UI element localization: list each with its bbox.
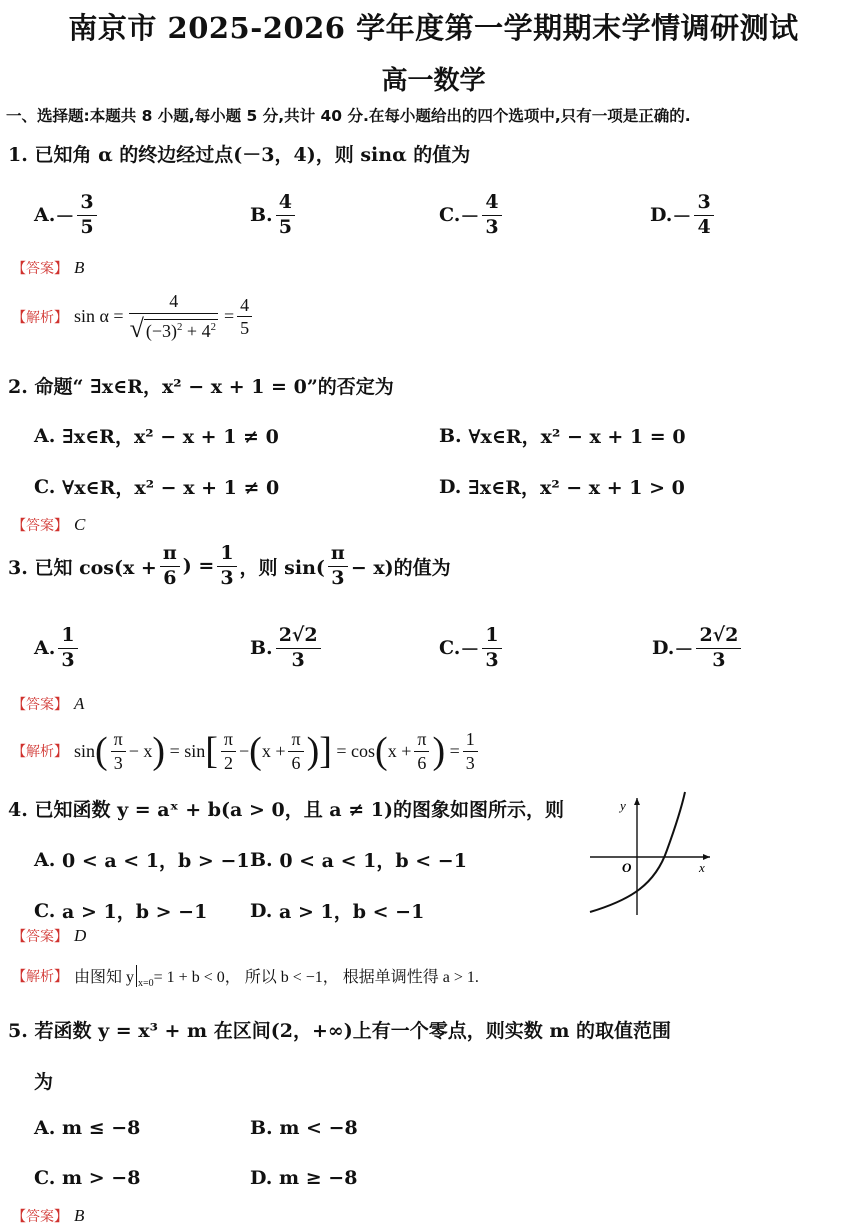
q3-option-a (34, 626, 81, 671)
option-den: 3 (485, 215, 499, 238)
analysis-den-base: (−3) (145, 320, 178, 341)
analysis-text: x + (261, 740, 286, 761)
answer-value: B (74, 258, 85, 277)
q1-option-d (650, 193, 717, 238)
page-subtitle: 高一数学 (381, 66, 486, 96)
analysis-tag: 【解析】 (12, 744, 68, 761)
answer-value: C (74, 515, 86, 534)
option-letter: C. (34, 899, 56, 922)
q2-option-c (34, 473, 279, 500)
option-text: m < −8 (279, 1117, 358, 1139)
q4-analysis (12, 962, 479, 989)
option-letter: B. (250, 848, 273, 871)
option-letter: B. (250, 1117, 273, 1139)
stem-frac-den: 3 (220, 566, 234, 589)
q4-option-d (250, 897, 424, 924)
option-den: 5 (278, 215, 292, 238)
answer-tag: 【答案】 (12, 697, 68, 713)
answer-tag: 【答案】 (12, 929, 68, 945)
option-text: 0 < a < 1，b > −1 (61, 850, 250, 872)
stem-frac-den: 3 (331, 566, 345, 589)
analysis-frac-num: 1 (463, 730, 478, 752)
q5-option-c (34, 1167, 140, 1189)
option-letter: C. (439, 637, 461, 660)
option-letter: A. (34, 848, 56, 871)
option-den: 3 (291, 648, 305, 671)
q2-answer (12, 515, 85, 535)
option-text: m ≥ −8 (279, 1167, 358, 1189)
option-letter: A. (34, 204, 56, 227)
q4-answer (12, 926, 86, 946)
analysis-text: − (239, 740, 250, 761)
option-num: 4 (276, 193, 295, 216)
q4-option-a (34, 846, 250, 873)
stem-text: − x)的值为 (350, 556, 451, 579)
option-letter: C. (34, 475, 56, 498)
option-sign: － (55, 205, 75, 228)
x-axis-label: x (699, 860, 705, 875)
analysis-rnum: 4 (237, 296, 252, 318)
y-axis-label: y (620, 798, 626, 813)
analysis-frac-den: 6 (417, 752, 427, 773)
question-4-stem: 4. 已知函数 y = aˣ + b(a > 0，且 a ≠ 1)的图象如图所示，则 (8, 799, 564, 821)
y-axis-arrow (634, 798, 640, 805)
section-heading: 一、选择题:本题共 8 小题,每小题 5 分,共计 40 分.在每小题给出的四个选项中,只有一项是正确的. (6, 107, 691, 125)
analysis-text: sin (74, 740, 96, 761)
analysis-den-exp: 2 (177, 320, 183, 333)
q1-answer (12, 258, 84, 278)
analysis-frac-num: π (414, 730, 429, 752)
analysis-sub: x=0 (138, 978, 154, 989)
question-1-stem: 1. 已知角 α 的终边经过点(－3，4)，则 sinα 的值为 (8, 144, 471, 166)
answer-value: A (74, 694, 85, 713)
analysis-frac-num: π (111, 730, 126, 752)
option-text: ∀x∈R，x² − x + 1 = 0 (468, 426, 686, 448)
option-letter: B. (250, 204, 273, 227)
analysis-text: = (449, 740, 460, 761)
analysis-text: x + (387, 740, 412, 761)
option-sign: － (460, 205, 480, 228)
option-num: 3 (77, 193, 96, 216)
q1-analysis: 【解析】 sin α = 4 √ $(-3)^2 + 4^2$ = $\frac{4}{5}$ (12, 292, 255, 342)
q2-option-b (439, 422, 686, 449)
option-num: 1 (482, 626, 501, 649)
q3-option-b (250, 626, 324, 671)
option-letter: C. (34, 1167, 56, 1189)
option-sign: － (460, 638, 480, 661)
q2-option-d (439, 473, 685, 500)
question-3-stem (8, 544, 451, 589)
option-letter: D. (250, 1167, 273, 1189)
option-num: 2√2 (696, 626, 741, 649)
analysis-text: = cos (336, 740, 376, 761)
option-letter: C. (439, 204, 461, 227)
analysis-tag: 【解析】 (12, 309, 68, 326)
option-num: 2√2 (276, 626, 321, 649)
option-letter: A. (34, 637, 56, 660)
option-den: 4 (697, 215, 711, 238)
option-letter: D. (650, 204, 673, 227)
answer-value: B (74, 1206, 85, 1225)
stem-text: 3. 已知 cos(x + (8, 556, 157, 579)
option-letter: B. (250, 637, 273, 660)
option-den: 3 (61, 648, 75, 671)
q5-option-d (250, 1167, 357, 1189)
option-letter: A. (34, 424, 56, 447)
stem-frac-den: 6 (163, 566, 177, 589)
option-text: a > 1，b < −1 (279, 901, 425, 923)
origin-label: O (622, 860, 632, 875)
option-text: m > −8 (62, 1167, 141, 1189)
analysis-rden: 5 (240, 318, 250, 339)
analysis-frac-den: 3 (113, 752, 123, 773)
analysis-frac-num: π (288, 730, 303, 752)
analysis-eq: = (223, 306, 235, 327)
q2-option-a (34, 422, 279, 449)
option-text: a > 1，b > −1 (62, 901, 208, 923)
question-5-stem-cont: 为 (34, 1071, 54, 1093)
question-2-stem: 2. 命题“ ∃x∈R，x² − x + 1 = 0”的否定为 (8, 376, 394, 398)
q3-option-d (652, 626, 744, 671)
analysis-tag: 【解析】 (12, 968, 68, 985)
analysis-text: = 1 + b < 0， 所以 b < −1， 根据单调性得 a > 1. (153, 969, 479, 986)
q4-option-b (250, 846, 467, 873)
option-letter: D. (652, 637, 675, 660)
option-den: 5 (80, 215, 94, 238)
q4-option-c (34, 897, 207, 924)
option-sign: － (674, 638, 694, 661)
option-text: m ≤ −8 (61, 1117, 141, 1139)
question-5-stem: 5. 若函数 y = x³ + m 在区间(2，+∞)上有一个零点，则实数 m 的取值范围 (8, 1020, 672, 1042)
q3-analysis: 【解析】 sin ( $\frac{\pi}{3}$ − x ) = sin [ $\frac{\pi}{2}$ − ( x + $\frac{\pi}{6}$ )] = cos ( x + $\frac{\pi}{6}$ ) = $\frac{1}{3}$ (12, 730, 481, 773)
analysis-frac-den: 2 (223, 752, 233, 773)
option-sign: － (672, 205, 692, 228)
analysis-num: 4 (129, 292, 218, 314)
option-den: 3 (712, 648, 726, 671)
q1-option-a (34, 193, 100, 238)
analysis-frac-den: 6 (291, 752, 301, 773)
stem-text: ) = (182, 555, 215, 578)
option-text: 0 < a < 1，b < −1 (279, 850, 467, 872)
stem-frac-num: π (160, 544, 180, 567)
option-letter: A. (34, 1117, 56, 1139)
answer-tag: 【答案】 (12, 1209, 68, 1225)
analysis-text: − x (128, 740, 153, 761)
analysis-lhs: sin α = (74, 306, 124, 327)
analysis-den-exp: 2 (210, 320, 216, 333)
q5-option-a (34, 1117, 140, 1139)
q3-answer (12, 694, 84, 714)
option-letter: B. (439, 424, 462, 447)
page-title: 南京市 2025-2026 学年度第一学期期末学情调研测试 (68, 11, 799, 45)
analysis-frac-den: 3 (465, 752, 475, 773)
option-text: ∃x∈R，x² − x + 1 > 0 (468, 477, 685, 499)
option-num: 4 (482, 193, 501, 216)
stem-frac-num: π (328, 544, 348, 567)
q4-function-graph (585, 790, 720, 920)
q1-option-c (439, 193, 505, 238)
analysis-text: 由图知 y (74, 969, 135, 986)
analysis-frac-num: π (221, 730, 236, 752)
q5-answer (12, 1206, 84, 1226)
option-text: ∃x∈R，x² − x + 1 ≠ 0 (61, 426, 279, 448)
answer-tag: 【答案】 (12, 261, 68, 277)
q3-option-c (439, 626, 505, 671)
option-letter: D. (250, 899, 273, 922)
option-letter: D. (439, 475, 462, 498)
q1-option-b (250, 193, 298, 238)
option-num: 3 (694, 193, 713, 216)
stem-frac-num: 1 (217, 544, 236, 567)
stem-text: ，则 sin( (239, 556, 325, 579)
answer-tag: 【答案】 (12, 518, 68, 534)
q5-option-b (250, 1117, 358, 1139)
analysis-den-plus: + 4 (186, 320, 211, 341)
option-den: 3 (485, 648, 499, 671)
option-num: 1 (58, 626, 77, 649)
answer-value: D (74, 926, 87, 945)
option-text: ∀x∈R，x² − x + 1 ≠ 0 (62, 477, 280, 499)
analysis-text: = sin (169, 740, 206, 761)
